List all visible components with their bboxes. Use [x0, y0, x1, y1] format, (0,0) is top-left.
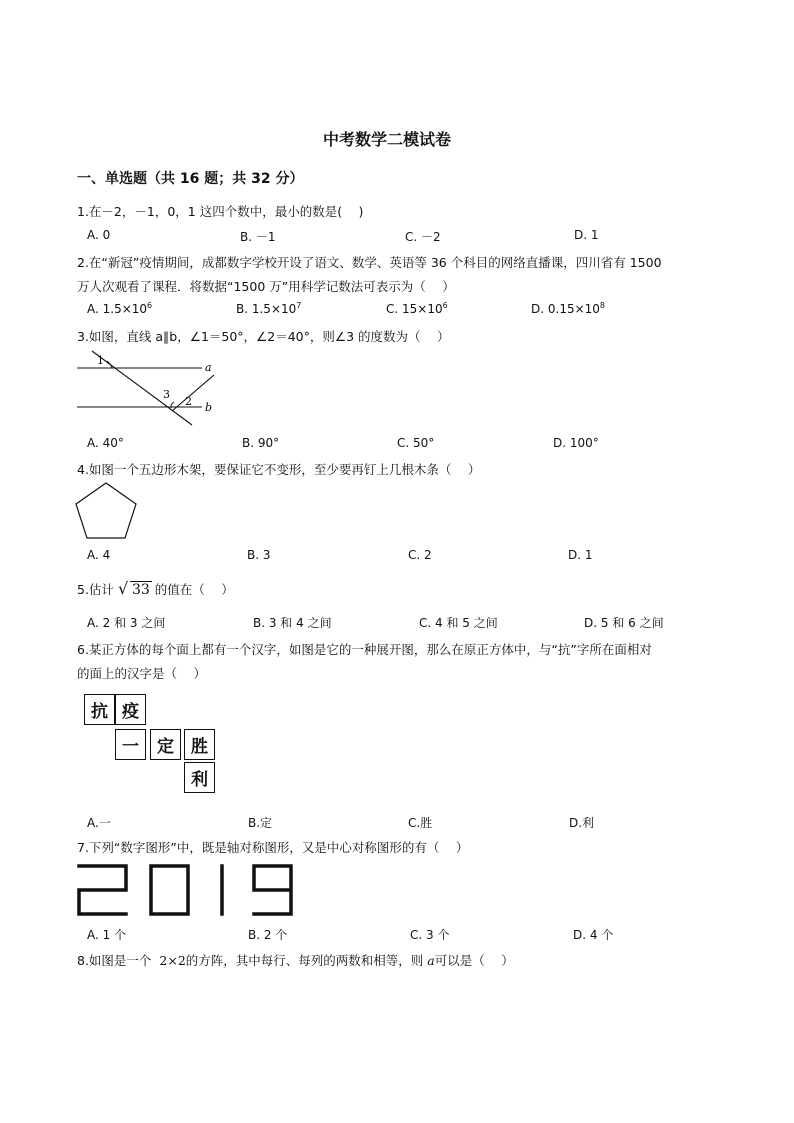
question-5-stem: 5.估计√ 33 的值在（ ）: [77, 580, 234, 598]
parallel-lines-figure: [74, 348, 224, 430]
transversal-1: [92, 351, 192, 425]
question-7-option-b: B. 2 个: [248, 928, 288, 942]
question-3-stem: 3.如图，直线 a∥b，∠1＝50°，∠2＝40°，则∠3 的度数为（ ）: [77, 329, 450, 344]
question-5-option-b: B. 3 和 4 之间: [253, 616, 332, 630]
digit-2: [79, 866, 126, 914]
label-a: a: [205, 361, 212, 374]
variable-a: a: [427, 953, 435, 968]
net-cell: 一: [115, 729, 146, 760]
question-6-stem-line2: 的面上的汉字是（ ）: [77, 666, 206, 681]
question-7-stem: 7.下列“数字图形”中，既是轴对称图形，又是中心对称图形的有（ ）: [77, 840, 469, 855]
question-6-option-a: A.一: [87, 816, 111, 830]
label-angle-2: 2: [185, 395, 192, 408]
question-6-option-d: D.利: [569, 816, 595, 830]
net-cell: 疫: [115, 694, 146, 725]
question-4-option-a: A. 4: [87, 548, 111, 562]
question-4-option-c: C. 2: [408, 548, 432, 562]
question-2-option-a: A. $1.5\times 10^6$: [87, 301, 153, 316]
question-5-option-c: C. 4 和 5 之间: [419, 616, 498, 630]
question-6-option-c: C.胜: [408, 816, 433, 830]
label-angle-1: 1: [97, 354, 104, 367]
digit-0: [151, 866, 188, 914]
pentagon-frame-figure: [72, 480, 142, 542]
question-1-option-c: C. －2: [405, 230, 441, 244]
question-6-option-b: B.定: [248, 816, 273, 830]
question-5-option-d: D. 5 和 6 之间: [584, 616, 664, 630]
page-title: 中考数学二模试卷: [323, 130, 452, 149]
net-cell: 利: [184, 762, 215, 793]
question-4-option-b: B. 3: [247, 548, 271, 562]
label-angle-3: 3: [163, 388, 170, 401]
net-cell: 抗: [84, 694, 115, 725]
question-3-option-a: A. 40°: [87, 436, 124, 450]
question-8-stem: 8.如图是一个 2×2的方阵，其中每行、每列的两数和相等，则 a可以是（ ）: [77, 953, 514, 968]
digital-digits-figure: [74, 862, 298, 918]
question-4-stem: 4.如图一个五边形木架，要保证它不变形，至少要再钉上几根木条（ ）: [77, 462, 481, 477]
question-2-stem-line2: 万人次观看了课程．将数据“1500 万”用科学记数法可表示为（ ）: [77, 279, 455, 294]
question-4-option-d: D. 1: [568, 548, 593, 562]
net-cell: 胜: [184, 729, 215, 760]
digit-9: [254, 866, 291, 914]
question-5-option-a: A. 2 和 3 之间: [87, 616, 166, 630]
question-2-option-c: C. $15\times 10^6$: [386, 301, 448, 316]
question-2-option-d: D. $0.15\times 10^8$: [531, 301, 606, 316]
sqrt-expression: √ 33: [118, 582, 152, 598]
question-1-option-a: A. 0: [87, 228, 111, 242]
question-1-stem: 1.在－2，－1，0，1 这四个数中，最小的数是( ): [77, 204, 364, 219]
question-7-option-c: C. 3 个: [410, 928, 450, 942]
question-1-option-b: B. －1: [240, 230, 276, 244]
question-3-option-c: C. 50°: [397, 436, 435, 450]
question-7-option-a: A. 1 个: [87, 928, 127, 942]
question-2-stem-line1: 2.在“新冠”疫情期间，成都数字学校开设了语文、数学、英语等 36 个科目的网络直播课，四川省有 1500: [77, 255, 662, 270]
matrix-size: 2×2: [159, 953, 186, 968]
question-7-option-d: D. 4 个: [573, 928, 614, 942]
question-3-option-b: B. 90°: [242, 436, 280, 450]
section-heading: 一、单选题（共 16 题；共 32 分）: [77, 171, 304, 187]
label-b: b: [205, 401, 213, 414]
question-1-option-d: D. 1: [574, 228, 599, 242]
question-6-stem-line1: 6.某正方体的每个面上都有一个汉字，如图是它的一种展开图，那么在原正方体中，与“抗”字所在面相对: [77, 642, 652, 657]
net-cell: 定: [150, 729, 181, 760]
question-2-option-b: B. $1.5\times 10^7$: [236, 301, 302, 316]
question-3-option-d: D. 100°: [553, 436, 599, 450]
